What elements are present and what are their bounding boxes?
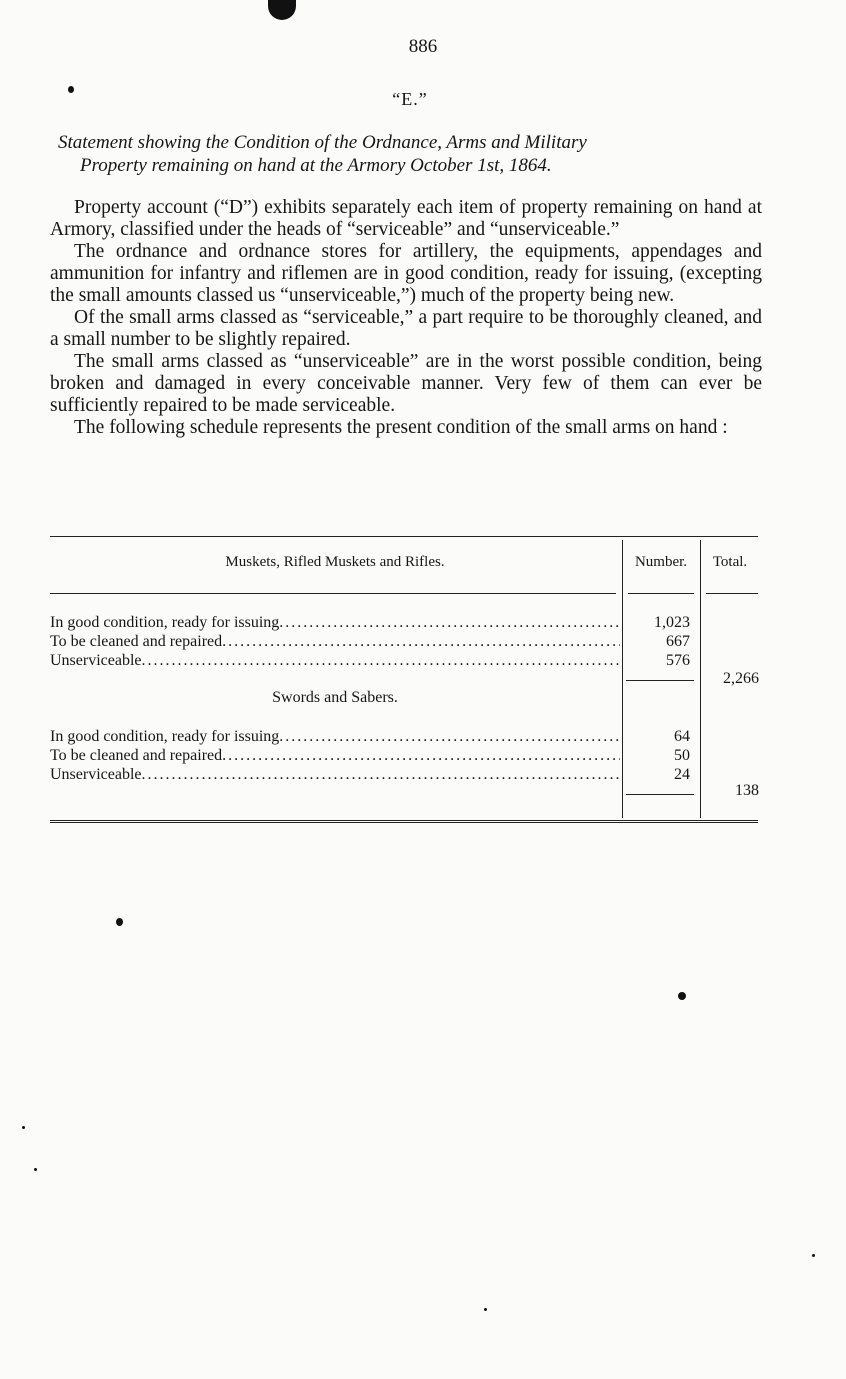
body-text: [50, 197, 762, 439]
scan-speck: [812, 1254, 815, 1257]
header-rule-total: [706, 593, 758, 594]
paragraph: The ordnance and ordnance stores for artillery, the equipments, appendages and ammunition for infantry and riflemen are in good condition, ready for issuing, (excepting the small amounts classed us “unserviceable,”) much of the property being new.: [50, 241, 762, 306]
row-label: To be cleaned and repaired: [50, 633, 223, 650]
table-row: [50, 633, 620, 651]
header-rule-number: [628, 593, 694, 594]
scan-speck: [22, 1126, 25, 1129]
subtotal-rule: [626, 680, 694, 681]
table-row: [50, 614, 620, 632]
row-number: 576: [666, 652, 690, 669]
row-label: To be cleaned and repaired: [50, 747, 223, 764]
paragraph: The small arms classed as “unserviceable” are in the worst possible condition, being broken and damaged in every conceivable manner. Very few of them can ever be sufficiently repaired to be made serviceable.: [50, 351, 762, 416]
swords-heading: Swords and Sabers.: [272, 689, 398, 706]
header-number: Number.: [634, 554, 688, 570]
leader-dots: [142, 652, 620, 670]
row-number: 667: [666, 633, 690, 650]
header-item: Muskets, Rifled Muskets and Rifles.: [225, 554, 445, 570]
title-line-2: Property remaining on hand at the Armory October 1st, 1864.: [80, 155, 552, 176]
row-number: 64: [674, 728, 690, 745]
leader-dots: [279, 728, 620, 746]
table-row: [50, 747, 620, 765]
paragraph: Property account (“D”) exhibits separately each item of property remaining on hand at Armory, classified under the heads of “serviceable” and “unserviceable.”: [50, 197, 762, 240]
row-number: 1,023: [654, 614, 690, 631]
table-row: [50, 728, 620, 746]
muskets-total: 2,266: [723, 670, 759, 687]
row-number: 24: [674, 766, 690, 783]
scan-speck: [68, 86, 74, 93]
title-line-1: Statement showing the Condition of the Ordnance, Arms and Military: [58, 132, 587, 153]
scan-speck: [484, 1308, 487, 1311]
swords-total: 138: [735, 782, 759, 799]
table-top-rule: [50, 536, 758, 537]
leader-dots: [142, 766, 620, 784]
section-letter: “E.”: [392, 89, 428, 109]
header-total: Total.: [712, 554, 748, 570]
paragraph: The following schedule represents the present condition of the small arms on hand :: [74, 417, 728, 438]
subtotal-rule: [626, 794, 694, 795]
scan-speck: [678, 992, 686, 1000]
total-column-divider: [700, 540, 701, 818]
row-label: In good condition, ready for issuing: [50, 614, 280, 631]
row-label: Unserviceable: [50, 652, 142, 669]
leader-dots: [222, 633, 620, 651]
row-number: 50: [674, 747, 690, 764]
scan-speck: [34, 1168, 37, 1171]
table-bottom-rule: [50, 820, 758, 823]
leader-dots: [222, 747, 620, 765]
scan-speck: [116, 918, 123, 926]
paragraph: Of the small arms classed as “serviceable,” a part require to be thoroughly cleaned, and a small number to be slightly repaired.: [50, 307, 762, 350]
row-label: In good condition, ready for issuing: [50, 728, 280, 745]
table-row: [50, 766, 620, 784]
table-row: [50, 652, 620, 670]
row-label: Unserviceable: [50, 766, 142, 783]
header-rule: [50, 593, 616, 594]
page-number: 886: [408, 36, 438, 57]
document-title: [58, 131, 768, 177]
ink-blot: [268, 0, 296, 20]
leader-dots: [279, 614, 620, 632]
